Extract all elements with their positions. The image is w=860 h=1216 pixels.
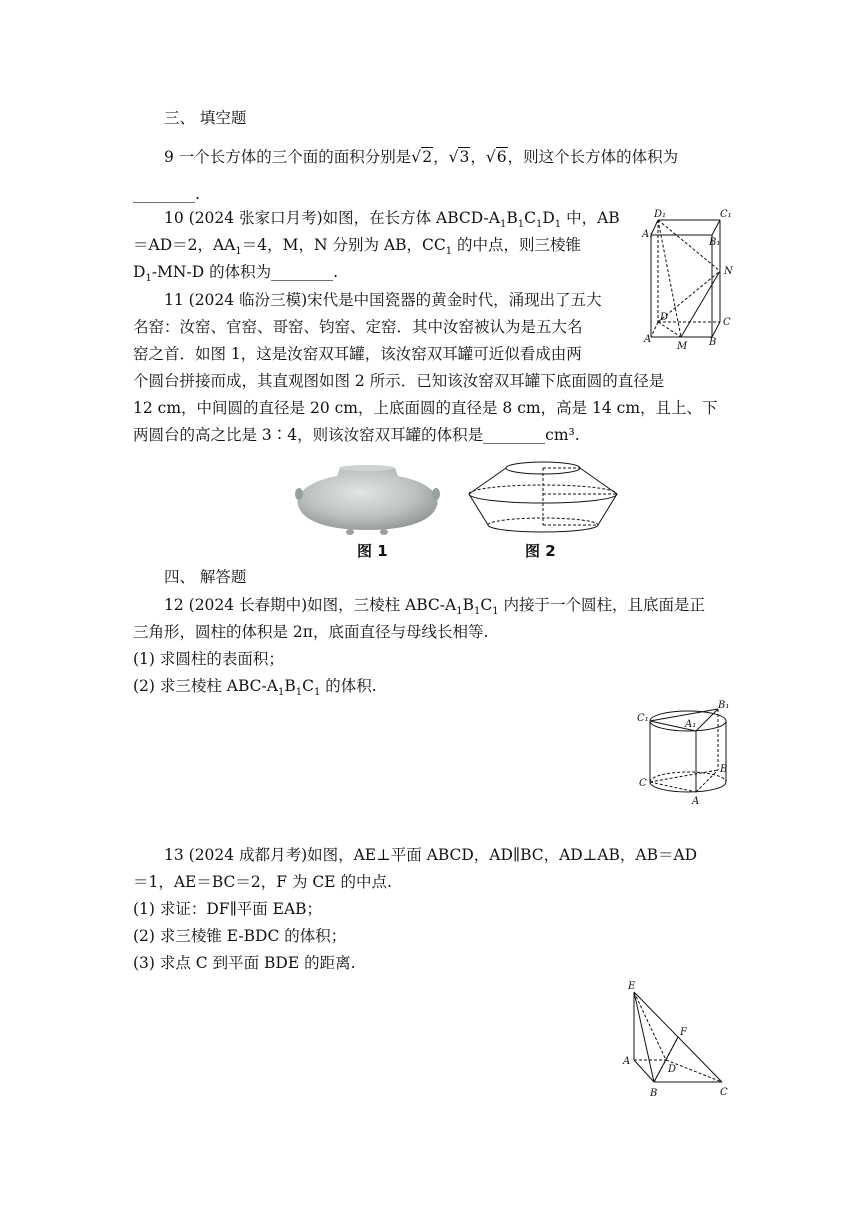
question-11-line-1: 11 (2024 临汾三模)宋代是中国瓷器的黄金时代，涌现出了五大 [164, 291, 602, 309]
label-D1: D₁ [654, 209, 667, 220]
sqrt-2: √2 [411, 148, 433, 166]
double-frustum-figure [463, 460, 623, 540]
question-12-part-1: (1) 求圆柱的表面积； [133, 650, 284, 668]
question-12-part-2: (2) 求三棱柱 ABC-$A_1B_1C_1$ 的体积. [133, 677, 377, 698]
question-13-part-2: (2) 求三棱锥 E-BDC 的体积； [133, 927, 347, 945]
question-13-part-1: (1) 求证：DF∥平面 EAB； [133, 900, 323, 918]
question-10-line-1: 10 (2024 张家口月考)如图，在长方体 ABCD-$A_1B_1C_1D_1$ 中，AB [164, 209, 620, 230]
label-B1: B₁ [718, 700, 730, 711]
question-10-line-3: $D_1-MN-D$ 的体积为________. [133, 263, 339, 284]
q9-lead: 9 一个长方体的三个面的面积分别是 [164, 148, 412, 166]
question-11-line-5: 12 cm，中间圆的直径是 20 cm，上底面圆的直径是 8 cm，高是 14 cm，且上、下 [133, 399, 718, 417]
question-11-line-3: 窑之首．如图 1，这是汝窑双耳罐，该汝窑双耳罐可近似看成由两 [133, 345, 582, 363]
label-C: C [639, 778, 647, 789]
question-11-line-2: 名窑：汝窑、官窑、哥窑、钧窑、定窑．其中汝窑被认为是五大名 [133, 318, 583, 336]
label-C1: C₁ [720, 209, 732, 220]
label-A: A [644, 334, 652, 345]
pyramid-figure [616, 978, 746, 1102]
label-N: N [724, 266, 733, 277]
question-11-line-6: 两圆台的高之比是 3∶4，则该汝窑双耳罐的体积是________cm³. [133, 426, 580, 444]
label-A1: A₁ [642, 229, 654, 240]
label-C: C [720, 1087, 728, 1098]
figure-2-caption: 图 2 [525, 542, 556, 560]
question-9: 9 一个长方体的三个面的面积分别是√2，√3，√6，则这个长方体的体积为 [164, 148, 679, 166]
q9-answer-blank: ________. [133, 185, 200, 203]
label-C: C [723, 317, 731, 328]
cylinder-prism-figure [632, 700, 742, 810]
label-C1: C₁ [637, 713, 649, 724]
section-heading-fill-in: 三、 填空题 [164, 109, 247, 127]
label-B: B [720, 764, 728, 775]
question-13-line-2: ＝1，AE＝BC＝2，F 为 CE 的中点. [133, 873, 392, 891]
label-A1: A₁ [685, 719, 697, 730]
question-13-part-3: (3) 求点 C 到平面 BDE 的距离. [133, 954, 356, 972]
question-13-line-1: 13 (2024 成都月考)如图，AE⊥平面 ABCD，AD∥BC，AD⊥AB，AB＝AD [164, 846, 698, 864]
label-B: B [709, 337, 717, 348]
figure-1-caption: 图 1 [357, 542, 388, 560]
question-12-line-1: 12 (2024 长春期中)如图，三棱柱 ABC-$A_1B_1C_1$ 内接于一个圆柱，且底面是正 [164, 596, 706, 617]
sqrt-3: √3 [448, 148, 470, 166]
label-B1: B₁ [709, 237, 721, 248]
label-D: D [668, 1064, 677, 1075]
section-heading-answer: 四、 解答题 [164, 568, 247, 586]
label-D: D [660, 312, 669, 323]
question-10-line-2: ＝AD＝2，$AA_1=4$，M，N 分别为 AB，$CC_1$ 的中点，则三棱锥 [133, 236, 582, 257]
label-B: B [650, 1088, 658, 1099]
sqrt-6: √6 [485, 148, 507, 166]
label-A: A [623, 1056, 631, 1067]
question-11-line-4: 个圆台拼接而成，其直观图如图 2 所示．已知该汝窑双耳罐下底面圆的直径是 [133, 372, 665, 390]
label-F: F [680, 1027, 687, 1038]
cuboid-figure [640, 205, 740, 355]
label-M: M [677, 341, 688, 352]
label-E: E [628, 981, 636, 992]
ru-kiln-jar-photo [290, 462, 445, 538]
question-12-line-2: 三角形，圆柱的体积是 2π，底面直径与母线长相等. [133, 623, 489, 641]
label-A: A [692, 796, 700, 807]
